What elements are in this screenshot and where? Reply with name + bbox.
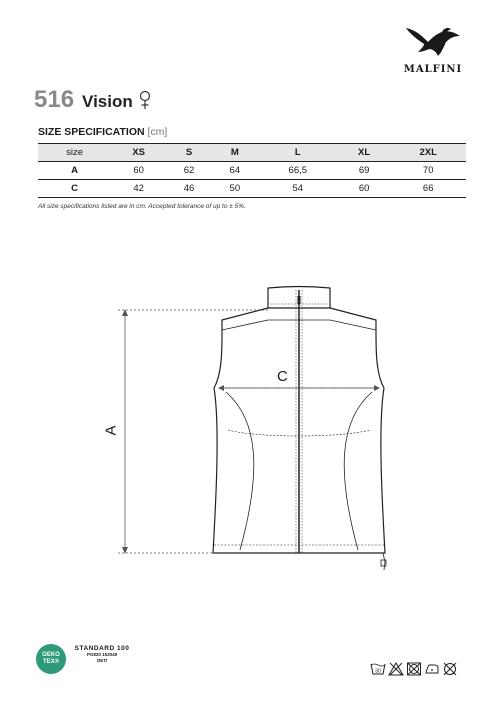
column-header: size [38, 144, 111, 162]
table-cell: 42 [111, 180, 166, 198]
column-header: XS [111, 144, 166, 162]
column-header: L [258, 144, 338, 162]
oeko-tex-logo: OEKO TEX® [36, 644, 66, 674]
wash-temp-text: 30 [375, 668, 381, 675]
oeko-tex-badge [36, 644, 130, 674]
table-cell: 66,5 [258, 162, 338, 180]
oeko-code: PG820 153049 [86, 652, 118, 657]
row-label: C [38, 180, 111, 198]
dimension-c-label: C [277, 368, 288, 385]
tolerance-note: All size specifications listed are in cm. Accepted tolerance of up to ± 5%. [38, 203, 246, 210]
wash-30-icon [370, 662, 386, 676]
zipper-pull-icon [298, 296, 301, 304]
drawcord-icon [381, 553, 386, 570]
column-header: S [166, 144, 212, 162]
oeko-tex-details [72, 645, 132, 664]
no-bleach-icon [388, 662, 404, 676]
table-cell: 60 [111, 162, 166, 180]
spec-unit: [cm] [147, 126, 168, 138]
column-header: M [212, 144, 258, 162]
spec-heading-text: SIZE SPECIFICATION [38, 126, 145, 138]
table-cell: 69 [338, 162, 391, 180]
brand-name: MALFINI [403, 64, 463, 75]
no-tumble-dry-icon [406, 662, 422, 676]
row-label: A [38, 162, 111, 180]
table-cell: 60 [338, 180, 391, 198]
dimension-a-line [118, 309, 268, 554]
table-cell: 50 [212, 180, 258, 198]
table-cell: 54 [258, 180, 338, 198]
oeko-institute: OETI [96, 658, 108, 663]
model-number: 516 [34, 86, 75, 113]
care-symbols [370, 662, 458, 676]
table-cell: 46 [166, 180, 212, 198]
table-cell: 64 [212, 162, 258, 180]
table-cell: 62 [166, 162, 212, 180]
table-cell: 70 [390, 162, 466, 180]
column-header: XL [338, 144, 391, 162]
no-dry-clean-icon [442, 662, 458, 676]
iron-low-icon [424, 662, 440, 676]
dimension-a-label: A [102, 425, 120, 436]
column-header: 2XL [390, 144, 466, 162]
oeko-standard: STANDARD 100 [74, 645, 130, 652]
vest-outline [213, 287, 385, 554]
model-name: Vision [82, 92, 133, 111]
table-cell: 66 [390, 180, 466, 198]
